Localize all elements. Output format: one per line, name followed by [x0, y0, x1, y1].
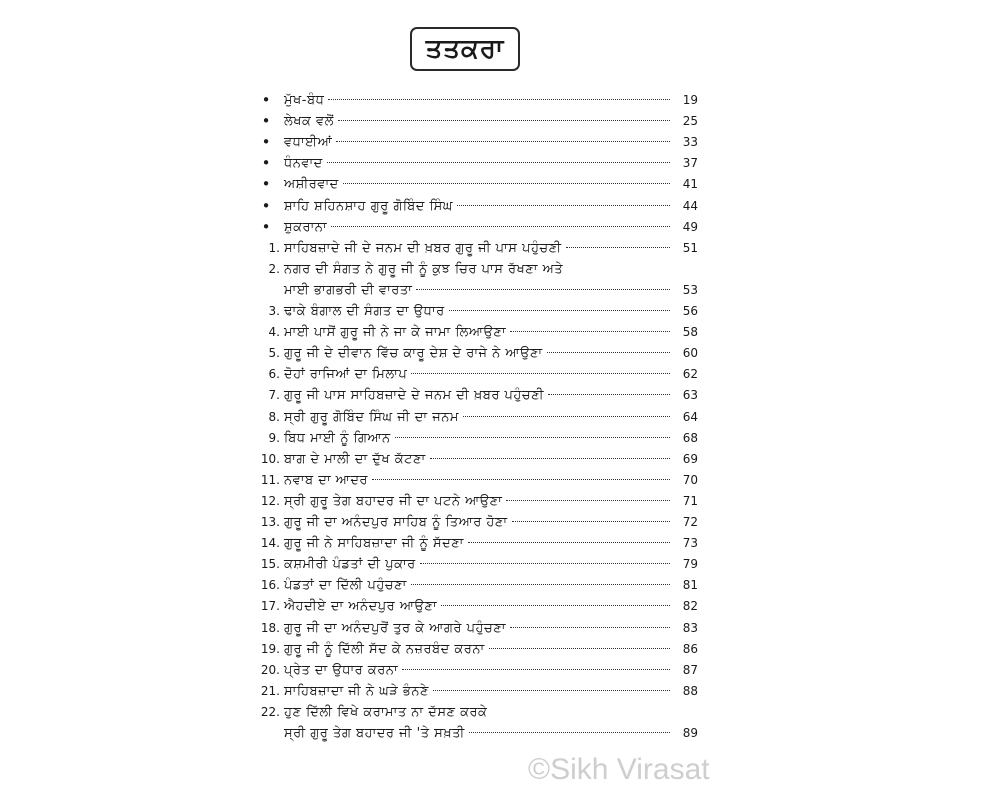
toc-entry-title: ਮਾਈ ਪਾਸੋਂ ਗੁਰੂ ਜੀ ਨੇ ਜਾ ਕੇ ਜਾਮਾ ਲਿਆਉਣਾ	[284, 325, 507, 341]
dot-leader	[506, 500, 670, 501]
toc-entry-title: ਬਿਧ ਮਾਈ ਨੂੰ ਗਿਆਨ	[284, 430, 391, 446]
dot-leader	[395, 437, 670, 438]
toc-entry-title: ਗੁਰੂ ਜੀ ਦਾ ਅਨੰਦਪੁਰ ਸਾਹਿਬ ਨੂੰ ਤਿਆਰ ਹੋਣਾ	[284, 515, 508, 530]
toc-entry-title: ਨਗਰ ਦੀ ਸੰਗਤ ਨੇ ਗੁਰੂ ਜੀ ਨੂੰ ਕੁਝ ਚਿਰ ਪਾਸ ਰੱਖਣਾ ਅਤੇ	[284, 261, 564, 277]
toc-entry-page: 49	[682, 219, 698, 234]
toc-entry-page: 88	[682, 683, 698, 698]
toc-entry-page: 53	[682, 282, 698, 297]
toc-entry-page: 72	[682, 515, 698, 529]
toc-entry-marker: 15.	[260, 557, 280, 572]
toc-entry	[258, 343, 698, 364]
dot-leader	[489, 648, 670, 649]
toc-entry-marker: 9.	[268, 430, 280, 445]
toc-entry-title: ਸਾਹਿਬਜ਼ਾਦਾ ਜੀ ਨੇ ਘੜੇ ਭੰਨਣੇ	[284, 683, 429, 699]
toc-entry	[258, 681, 698, 702]
toc-entry	[258, 153, 698, 174]
toc-entry	[258, 618, 698, 639]
toc-entry	[258, 470, 698, 491]
dot-leader	[547, 352, 670, 353]
dot-leader	[548, 394, 670, 395]
toc-entry-title: ਪ੍ਰੇਤ ਦਾ ਉਧਾਰ ਕਰਨਾ	[284, 662, 399, 678]
toc-entry-marker: 12.	[260, 493, 280, 508]
toc-entry-marker: •	[261, 91, 271, 109]
toc-entry-marker: 16.	[260, 578, 280, 593]
toc-entry-title: ਹੁਣ ਦਿੱਲੀ ਵਿਖੇ ਕਰਾਮਾਤ ਨਾ ਦੱਸਣ ਕਰਕੇ	[284, 704, 488, 720]
toc-entry-marker: •	[261, 196, 271, 215]
dot-leader	[457, 205, 670, 206]
toc-entry-page: 51	[682, 240, 698, 255]
toc-entry-marker: •	[261, 133, 271, 152]
toc-entry-page: 41	[682, 177, 698, 192]
toc-entry-marker: 11.	[260, 472, 280, 487]
dot-leader	[328, 99, 670, 100]
toc-entry-page: 62	[682, 367, 698, 382]
toc-entry-page: 63	[682, 388, 698, 403]
toc-entry-title: ਸਾਹਿਬਜ਼ਾਦੇ ਜੀ ਦੇ ਜਨਮ ਦੀ ਖ਼ਬਰ ਗੁਰੂ ਜੀ ਪਾਸ ਪਹੁੰਚਣੀ	[284, 240, 562, 256]
toc-entry-title-continued: ਮਾਈ ਭਾਗਭਰੀ ਦੀ ਵਾਰਤਾ	[284, 282, 413, 298]
toc-entry-marker: 6.	[268, 367, 280, 382]
toc-entry-page: 81	[682, 578, 698, 593]
toc-entry-title: ਅਸ਼ੀਰਵਾਦ	[284, 177, 339, 193]
dot-leader	[336, 141, 670, 142]
page-title: ਤਤਕਰਾ	[410, 27, 520, 71]
toc-entry	[258, 491, 698, 512]
dot-leader	[433, 690, 670, 691]
toc-entry	[258, 554, 698, 575]
toc-entry-marker: 20.	[260, 662, 280, 677]
toc-entry-title: ਸ੍ਰੀ ਗੁਰੂ ਗੋਬਿੰਦ ਸਿੰਘ ਜੀ ਦਾ ਜਨਮ	[284, 409, 459, 425]
toc-entry	[258, 259, 698, 280]
toc-entry-marker: 18.	[260, 620, 280, 635]
toc-entry-page: 83	[682, 620, 698, 635]
toc-entry-title: ਢਾਕੇ ਬੰਗਾਲ ਦੀ ਸੰਗਤ ਦਾ ਉਧਾਰ	[284, 304, 445, 319]
toc-entry-marker: •	[261, 217, 271, 236]
dot-leader	[411, 373, 670, 374]
toc-entry-marker: 7.	[268, 388, 280, 403]
toc-entry-marker: •	[261, 175, 271, 194]
dot-leader	[510, 331, 670, 332]
toc-entry-title: ਲੇਖਕ ਵਲੋਂ	[284, 114, 334, 130]
dot-leader	[441, 605, 670, 606]
toc-entry	[258, 512, 698, 533]
toc-entry	[258, 90, 698, 111]
toc-entry-page: 58	[682, 325, 698, 340]
toc-entry-marker: 13.	[260, 515, 280, 529]
toc-entry	[258, 174, 698, 195]
toc-entry-marker: 10.	[260, 451, 280, 466]
toc-entry-marker: 5.	[268, 346, 280, 361]
toc-entry-title: ਮੁੱਖ-ਬੰਧ	[284, 93, 325, 108]
toc-entry	[258, 196, 698, 217]
dot-leader	[420, 563, 670, 564]
dot-leader	[343, 183, 670, 184]
toc-entry-marker: 4.	[268, 325, 280, 340]
toc-entry	[258, 449, 698, 470]
toc-entry-title: ਦੋਹਾਂ ਰਾਜਿਆਂ ਦਾ ਮਿਲਾਪ	[284, 367, 408, 383]
toc-entry-marker: 17.	[260, 599, 280, 614]
toc-entry-title: ਐਹਦੀਏ ਦਾ ਅਨੰਦਪੁਰ ਆਉਣਾ	[284, 599, 438, 615]
toc-entry-page: 56	[682, 304, 698, 318]
toc-entry-page: 82	[682, 599, 698, 614]
toc-entry-title: ਕਸ਼ਮੀਰੀ ਪੰਡਤਾਂ ਦੀ ਪੁਕਾਰ	[284, 557, 416, 573]
toc-entry-marker: •	[261, 112, 271, 131]
toc-entry-title: ਗੁਰੂ ਜੀ ਨੇ ਸਾਹਿਬਜ਼ਾਦਾ ਜੀ ਨੂੰ ਸੱਦਣਾ	[284, 536, 464, 552]
dot-leader	[411, 584, 670, 585]
toc-entry-marker: •	[261, 154, 271, 173]
toc-entry-title: ਸ੍ਰੀ ਗੁਰੂ ਤੇਗ ਬਹਾਦਰ ਜੀ ਦਾ ਪਟਨੇ ਆਉਣਾ	[284, 493, 503, 509]
toc-entry	[258, 702, 698, 723]
toc-entry	[258, 596, 698, 617]
toc-entry-marker: 1.	[268, 240, 280, 255]
toc-entry-page: 44	[682, 198, 698, 213]
toc-entry	[258, 301, 698, 322]
toc-entry-marker: 2.	[268, 261, 280, 276]
toc-entry-page: 89	[682, 726, 698, 740]
toc-entry-continuation	[258, 723, 698, 744]
toc-entry-title: ਪੰਡਤਾਂ ਦਾ ਦਿੱਲੀ ਪਹੁੰਚਣਾ	[284, 578, 407, 594]
toc-entry-title: ਵਧਾਈਆਂ	[284, 135, 333, 151]
dot-leader	[327, 162, 670, 163]
toc-entry-title: ਗੁਰੂ ਜੀ ਦੇ ਦੀਵਾਨ ਵਿੱਚ ਕਾਰੂ ਦੇਸ਼ ਦੇ ਰਾਜੇ ਨੇ ਆਉਣਾ	[284, 346, 543, 362]
toc-entry-title: ਧੰਨਵਾਦ	[284, 156, 323, 172]
toc-entry-page: 69	[682, 451, 698, 466]
toc-entry-page: 33	[682, 135, 698, 150]
toc-entry	[258, 111, 698, 132]
toc-entry-page: 68	[682, 430, 698, 445]
toc-entry-page: 71	[682, 493, 698, 508]
toc-entry	[258, 660, 698, 681]
toc-entry-marker: 19.	[260, 641, 280, 656]
dot-leader	[416, 289, 670, 290]
dot-leader	[372, 479, 670, 480]
toc-entry	[258, 364, 698, 385]
toc-entry-title: ਬਾਗ ਦੇ ਮਾਲੀ ਦਾ ਦੁੱਖ ਕੱਟਣਾ	[284, 451, 426, 467]
toc-entry-page: 37	[682, 156, 698, 171]
toc-entry-marker: 8.	[268, 409, 280, 424]
toc-entry-page: 19	[682, 93, 698, 107]
toc-entry-title: ਨਵਾਬ ਦਾ ਆਦਰ	[284, 472, 368, 488]
dot-leader	[331, 226, 670, 227]
toc-entry	[258, 322, 698, 343]
copyright-watermark: ©Sikh Virasat	[528, 753, 710, 786]
dot-leader	[510, 627, 670, 628]
toc-entry-page: 79	[682, 557, 698, 572]
toc-entry-title: ਸ਼ਾਹਿ ਸ਼ਹਿਨਸ਼ਾਹ ਗੁਰੂ ਗੋਬਿੰਦ ਸਿੰਘ	[284, 198, 453, 214]
dot-leader	[566, 247, 670, 248]
toc-entry-marker: 21.	[260, 683, 280, 698]
dot-leader	[430, 458, 670, 459]
dot-leader	[468, 542, 670, 543]
toc-entry-title: ਗੁਰੂ ਜੀ ਨੂੰ ਦਿੱਲੀ ਸੱਦ ਕੇ ਨਜ਼ਰਬੰਦ ਕਰਨਾ	[284, 641, 485, 657]
dot-leader	[463, 416, 670, 417]
toc-entry	[258, 407, 698, 428]
toc-entry	[258, 217, 698, 238]
toc-entry-page: 70	[682, 472, 698, 487]
toc-entry-title: ਗੁਰੂ ਜੀ ਦਾ ਅਨੰਦਪੁਰੋਂ ਤੁਰ ਕੇ ਆਗਰੇ ਪਹੁੰਚਣਾ	[284, 620, 506, 636]
toc-entry	[258, 533, 698, 554]
toc-entry	[258, 132, 698, 153]
dot-leader	[338, 120, 670, 121]
toc-entry-continuation	[258, 280, 698, 301]
toc-entry-marker: 14.	[260, 536, 280, 551]
toc-entry	[258, 575, 698, 596]
toc-entry-marker: 3.	[268, 304, 280, 318]
toc-entry	[258, 238, 698, 259]
toc-entry	[258, 385, 698, 406]
dot-leader	[402, 669, 670, 670]
toc-entry	[258, 639, 698, 660]
toc-entry-title: ਗੁਰੂ ਜੀ ਪਾਸ ਸਾਹਿਬਜ਼ਾਦੇ ਦੇ ਜਨਮ ਦੀ ਖ਼ਬਰ ਪਹੁੰਚਣੀ	[284, 388, 545, 404]
toc-entry-page: 64	[682, 409, 698, 424]
toc-entry-title-continued: ਸ੍ਰੀ ਗੁਰੂ ਤੇਗ ਬਹਾਦਰ ਜੀ 'ਤੇ ਸਖ਼ਤੀ	[284, 726, 465, 741]
toc-entry-page: 25	[682, 114, 698, 129]
dot-leader	[449, 310, 670, 311]
toc-entry-page: 87	[682, 662, 698, 677]
toc-entry	[258, 428, 698, 449]
toc-entry-page: 73	[682, 536, 698, 551]
toc-entry-page: 86	[682, 641, 698, 656]
toc-entry-title: ਸ਼ੁਕਰਾਨਾ	[284, 219, 328, 235]
dot-leader	[512, 521, 670, 522]
toc-entry-marker: 22.	[260, 704, 280, 719]
toc-entry-page: 60	[682, 346, 698, 361]
dot-leader	[469, 732, 670, 733]
